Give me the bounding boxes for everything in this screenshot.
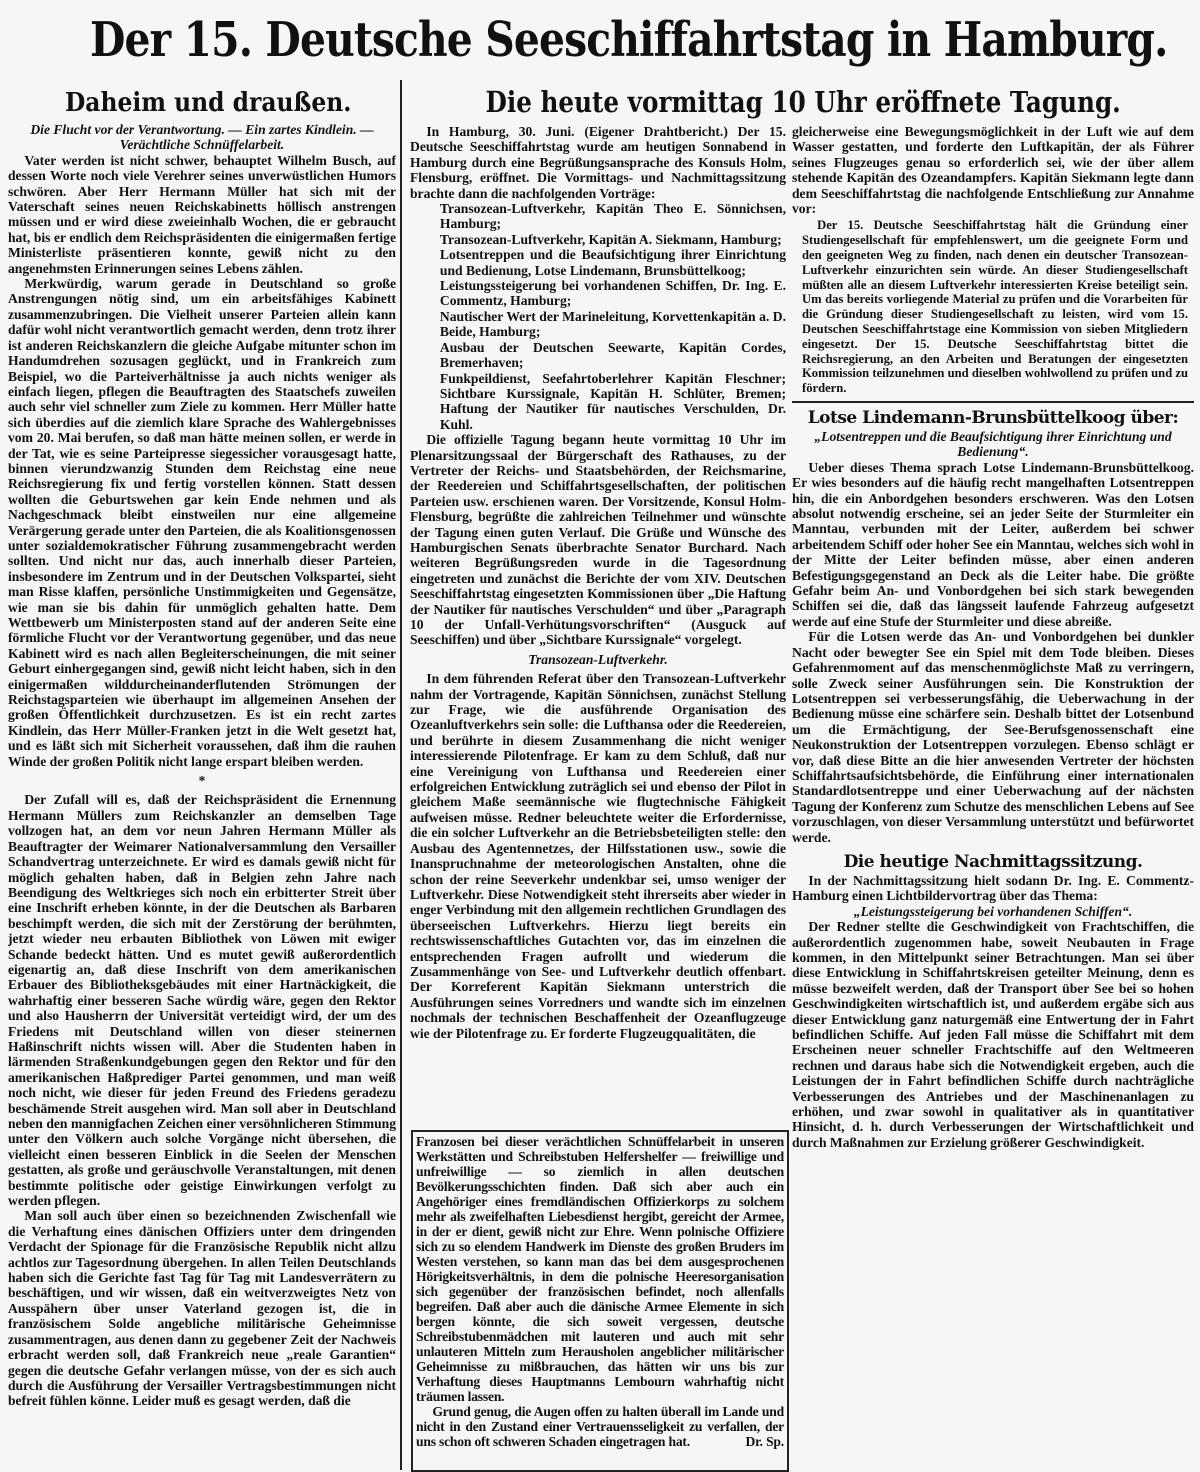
paragraph: Für die Lotsen werde das An- und Vonbordgehen bei dunkler Nacht oder bewegter See ein Spiel mit dem Tode bleiben. Dieses Gefahrenmoment auf das menschenmöglichste Maß zu verringern, solle Zweck seiner Ausführungen sein. Die Konstruktion der Lotsentreppen sei verbesserungsfähig, die Ueberwachung in der Bedienung müsse eine schärfere sein. Deshalb bittet der Lotsenbund um die Ermächtigung, der See-Berufsgenossenschaft eine Neukonstruktion der Lotsentreppen vorzulegen. Ebenso schlägt er vor, daß diese Bitte an die hier anwesenden Vertreter der höchsten Schiffahrtsaufsichtsbehörde, die Einführung einer internationalen Standardlotsentreppe und einer Ueberwachung auf der nächsten Tagung der Konferenz zum Schutze des menschlichen Lebens auf See vorzuschlagen, von dieser Versammlung unterstützt und befürwortet werde. <box>792 629 1194 845</box>
paragraph: Die offizielle Tagung begann heute vormittag 10 Uhr im Plenarsitzungssaal der Bürgerschaft des Rathauses, zu der Vertreter der Reichs- und Staatsbehörden, der Reichsmarine, der Reedereien und Schiffahrtsgesellschaften, der politischen Parteien usw. erschienen waren. Der Vorsitzende, Konsul Holm-Flensburg, begrüßte die zahlreichen Teilnehmer und wünschte der Tagung einen guten Verlauf. Die Grüße und Wünsche des Hamburgischen Senats überbrachte Senator Burchard. Nach weiteren Begrüßungsreden wurde in die Tagesordnung eingetreten und zunächst die Berichte der vom XIV. Deutschen Seeschiffahrtstag eingesetzten Kommissionen über „Die Haftung der Nautiker für nautisches Verschulden“ und über „Paragraph 10 der Unfall-Verhütungsvorschriften“ (Ausguck auf Seeschiffen) und über „Sichtbare Kurssignale“ vorgelegt. <box>410 432 786 648</box>
section-divider <box>792 401 1194 403</box>
paragraph: gleicherweise eine Bewegungsmöglichkeit in der Luft wie auf dem Wasser gestatten, und forderte den Luftkapitän, der als Führer seines Flugzeuges genau so erforderlich sei, wie der über allem stehende Kapitän des Ozeandampfers. Kapitän Siekmann legte dann dem Seeschiffahrtstag die nachfolgende Entschließung zur Annahme vor: <box>792 124 1194 217</box>
continued-article-box <box>411 1130 789 1472</box>
resolution-text <box>802 218 1188 396</box>
section-subhead: „Leistungssteigerung bei vorhandenen Schiffen“. <box>853 903 1133 919</box>
paragraph: Der Redner stellte die Geschwindigkeit von Frachtschiffen, die außerordentlich zugenommen habe, soweit Neubauten in Frage kommen, in den Mittelpunkt seiner Betrachtungen. Man sei über diese Entwicklung in Schiffahrtskreisen geteilter Meinung, denn es müsse bezweifelt werden, daß der Transport über See bei so hohen Geschwindigkeiten wirtschaftlich ist, und außerdem ergäbe sich aus dieser Entwicklung ganz naturgemäß eine Entwertung der in Fahrt befindlichen Schiffe. Auf jeden Fall müsse die Schiffahrt mit dem Erscheinen neuer schneller Frachtschiffe auf den Weltmeeren rechnen und daraus habe sich die Notwendigkeit ergeben, auch die Leistungen der in Fahrt befindlichen Schiffe durch nachträgliche Verbesserungen des Antriebes und der Maschinenanlagen zu erhöhen, und zwar sowohl in qualitativer als in quantitativer Hinsicht, d. h. durch Verbesserungen der Wirtschaftlichkeit und durch Maßnahmen zur Erzielung größerer Geschwindigkeit. <box>792 919 1194 1150</box>
section-subhead: Transozean-Luftverkehr. <box>528 651 668 667</box>
section-subhead: „Lotsentreppen und die Beaufsichtigung ihrer Einrichtung und Bedienung“. <box>814 429 1172 460</box>
list-item: Funkpeildienst, Seefahrtoberlehrer Kapitän Fleschner; Sichtbare Kurssignale, Kapitän H. Schlüter, Bremen; Haftung der Nautiker für nautisches Verschulden, Dr. Kuhl. <box>439 370 786 432</box>
list-item: Transozean-Luftverkehr, Kapitän A. Siekmann, Hamburg; <box>439 231 782 247</box>
section-heading: Lotse Lindemann-Brunsbüttelkoog über: <box>807 408 1179 428</box>
list-item: Lotsentreppen und die Beaufsichtigung ihrer Einrichtung und Bedienung, Lotse Lindemann, Brunsbüttelkoog; <box>439 247 786 278</box>
paragraph: Ueber dieses Thema sprach Lotse Lindemann-Brunsbüttelkoog. Er wies besonders auf die häufig recht mangelhaften Lotsentreppen hin, die ein Anbordgehen besonders erschweren. Was den Lotsen absolut notwendig erscheine, sei an jeder Seite der Sturmleiter ein Manntau, verbunden mit der Leiter, außerdem bei schwer arbeitendem Schiff oder hoher See ein Manntau, welches sich wohl in der Mitte der Leiter befinden müsse, aber einen anderen Befestigungsgegenstand an Deck als die Leiter habe. Die größte Gefahr beim An- und Vonbordgehen bei sich stark bewegenden Schiffen sei die, daß das längsseit laufende Fahrzeug aufgesetzt werde auf eine Stufe der Sturmleiter und diese abreiße. <box>792 459 1194 629</box>
page-title: Der 15. Deutsche Seeschiffahrtstag in Hamburg. <box>90 12 1168 68</box>
left-column <box>8 122 396 1468</box>
column-divider <box>400 80 402 1470</box>
paragraph: Der Zufall will es, daß der Reichspräsident die Ernennung Hermann Müllers zum Reichskanzler an demselben Tage vollzogen hat, an dem vor neun Jahren Hermann Müller als Beauftragter der Weimarer Nationalversammlung den Versailler Schandvertrag unterzeichnete. Er wird es damals gewiß nicht für möglich gehalten haben, daß in Belgien zehn Jahre nach Beendigung des Weltkrieges sich noch ein erbitterter Streit über eine Inschrift erheben könnte, in der die Deutschen als Barbaren beschimpft werden, die sich mit der Zerstörung der berühmten, jetzt wieder neu erbauten Bibliothek von Löwen mit ewiger Schande bedeckt hätten. Und es mutet gewiß außerordentlich eigenartig an, daß diese Inschrift von dem amerikanischen Erbauer des Bibliotheksgebäudes mit einer Hartnäckigkeit, die wahrhaftig einer besseren Sache würdig wäre, gegen den Rektor und also Hausherrn der Universität verteidigt wird, der um des Friedens mit Deutschland willen von dieser steinernen Haßinschrift nichts wissen will. Aber die Studenten haben in lärmenden Straßenkundgebungen gegen den Rektor und für den amerikanischen Haßprediger Partei genommen, und man weiß noch nicht, wie dieser für jeden Freund des Friedens geradezu beschämende Streit ausgehen wird. Man soll aber in Deutschland neben den mannigfachen Zeichen einer versöhnlicheren Stimmung unter den Völkern auch solche Vorgänge nicht übersehen, die vielleicht einen besseren Einblick in die Seelen der Menschen gestatten, als große und geräuschvolle Veranstaltungen, mit denen bestimmte politische oder geistige Einwirkungen verfolgt zu werden pflegen. <box>8 792 396 1209</box>
lecture-list <box>410 201 786 432</box>
list-item: Leistungssteigerung bei vorhandenen Schiffen, Dr. Ing. E. Commentz, Hamburg; <box>439 278 786 309</box>
paragraph: Franzosen bei dieser verächtlichen Schnüffelarbeit in unseren Werkstätten und Schreibstuben Helfershelfer — freiwillige und unfreiwillige — so ziemlich in allen deutschen Bevölkerungsschichten finden. Daß sich aber auch ein Angehöriger eines fremdländischen Offizierkorps zu solchem mehr als zweifelhaften Liebesdienst hergibt, gereicht der Armee, in der er dient, gewiß nicht zur Ehre. Wenn polnische Offiziere sich zu so elendem Handwerk im Dienste des großen Bruders im Westen verstehen, so kann man das bei dem ausgesprochenen Hörigkeitsverhältnis, in dem die polnische Heeresorganisation sich gegenüber der französischen befindet, noch allenfalls begreifen. Daß aber auch die dänische Armee Elemente in sich bergen könnte, die sich soweit vergessen, deutsche Schreibstubenmädchen mit lauteren und auch mit sehr unlauteren Mitteln zum Herausholen angeblicher militärischer Geheimnisse zu mißbrauchen, das hätten wir uns bis zur Verhaftung dieses Hauptmanns Lembourn wahrhaftig nicht träumen lassen. <box>416 1134 784 1404</box>
paragraph <box>416 1404 784 1449</box>
right-headline: Die heute vormittag 10 Uhr eröffnete Tagung. <box>485 85 1121 119</box>
paragraph: In dem führenden Referat über den Transozean-Luftverkehr nahm der Vortragende, Kapitän Sönnichsen, zunächst Stellung zur Frage, wie die ausführende Organisation des Ozeanluftverkehrs sein solle: die Lufthansa oder die Reedereien, und berührte in diesem Zusammenhang die nicht weniger interessierende Pilotenfrage. Er kam zu dem Schluß, daß nur eine Vereinigung von Lufthansa und Reedereien einer erfolgreichen Entwicklung zuträglich sei und ebenso der Pilot in gleichem Maße seemännische wie flugtechnische Fähigkeit aufweisen müsse. Redner beleuchtete weiter die Erfordernisse, die ein solcher Luftverkehr an die Betriebsbeteiligten stelle: den Ausbau des Agentennetzes, der Hilfsstationen usw., sowie die Inanspruchnahme der meteorologischen Anstalten, ohne die schon der reine Seeverkehr undenkbar sei, umso weniger der Luftverkehr. Diese Notwendigkeit steht ihrerseits aber wieder in enger Verbindung mit den allgemein rechtlichen Grundlagen des überseeischen Luftverkehrs. Hierzu liegt bereits ein rechtswissenschaftliches Gutachten vor, das im einzelnen die entsprechenden Fragen aufrollt und wiederum die Zusammenhänge von See- und Luftverkehr deutlich offenbart. Der Korreferent Kapitän Siekmann unterstrich die Ausführungen seines Vorredners und wandte sich im einzelnen nochmals der technischen Beschaffenheit der Ozeanflugzeuge wie der Pilotenfrage zu. Er forderte Flugzeugqualitäten, die <box>410 671 786 1041</box>
middle-column <box>410 124 786 1124</box>
paragraph: Der 15. Deutsche Seeschiffahrtstag hält die Gründung einer Studiengesellschaft für empfehlenswert, um die geeignete Form und den geeigneten Weg zu finden, nach denen ein deutscher Transozean-Luftverkehr einzurichten sein würde. An dieser Studiengesellschaft müßten alle an diesem Luftverkehr interessierten Kreise beteiligt sein. Um das bereits vorliegende Material zu prüfen und die Vorarbeiten für die Gründung dieser Studiengesellschaft zu leisten, wird vom 15. Deutschen Seeschiffahrtstage eine Kommission von sieben Mitgliedern eingesetzt. Der 15. Deutsche Seeschiffahrtstag bittet die Reichsregierung, an den Arbeiten und Beratungen der eingesetzten Kommission teilzunehmen und dieselben wohlwollend zu prüfen und zu fördern. <box>802 218 1188 396</box>
list-item: Transozean-Luftverkehr, Kapitän Theo E. Sönnichsen, Hamburg; <box>439 201 786 232</box>
paragraph: In der Nachmittagssitzung hielt sodann Dr. Ing. E. Commentz-Hamburg einen Lichtbildervortrag über das Thema: <box>792 872 1194 904</box>
left-subhead: Die Flucht vor der Verantwortung. — Ein zartes Kindlein. — Verächtliche Schnüffelarbeit. <box>30 122 374 153</box>
right-column <box>792 124 1194 1470</box>
intro-paragraph: In Hamburg, 30. Juni. (Eigener Drahtbericht.) Der 15. Deutsche Seeschiffahrtstag wurde am heutigen Sonnabend in Hamburg durch eine Begrüßungsansprache des Konsuls Holm, Flensburg, eröffnet. Die Vormittags- und Nachmittagssitzung brachte dann die nachfolgenden Vorträge: <box>410 124 786 201</box>
author-signature: Dr. Sp. <box>745 1434 784 1449</box>
left-headline: Daheim und draußen. <box>65 88 352 118</box>
section-heading: Die heutige Nachmittagssitzung. <box>843 851 1143 872</box>
paragraph-text: Grund genug, die Augen offen zu halten überall im Lande und nicht in den Zustand einer Vertrauensseligkeit zu verfallen, der uns schon oft schweren Schaden eingetragen hat. <box>416 1404 784 1449</box>
paragraph: Man soll auch über einen so bezeichnenden Zwischenfall wie die Verhaftung eines dänischen Offiziers unter dem dringenden Verdacht der Spionage für die Französische Republik nicht allzu achtlos zur Tagesordnung übergehen. In allen Teilen Deutschlands haben sich die Gerichte fast Tag für Tag mit Landesverrätern zu beschäftigen, und wir wissen, daß ein weitverzweigtes Netz von Ausspähern über unser Vaterland gezogen ist, die in französischem Solde angebliche militärische Geheimnisse zusammentragen, aus denen dann zu gegebener Zeit der Nachweis erbracht werden soll, daß Frankreich neue „reale Garantien“ gegen die deutsche Gefahr verlangen müsse, von der es sich auch durch die Ausführung der Versailler Vertragsbestimmungen nicht befreit fühlen könne. Leider muß es gesagt werden, daß die <box>8 1208 396 1409</box>
separator-asterisk: * <box>198 773 206 789</box>
paragraph: Merkwürdig, warum gerade in Deutschland so große Anstrengungen nötig sind, um ein arbeitsfähiges Kabinett zusammenzubringen. Die Vielheit unserer Parteien allein kann dafür wohl nicht verantwortlich gemacht werden, denn trotz ihrer ist anderen Reichskanzlern die gleiche Aufgabe mitunter schon im Handumdrehen sozusagen geglückt, und in Frankreich zum Beispiel, wo die Parteiverhältnisse ja auch nichts weniger als einfach liegen, pflegen die Beauftragten des Staatschefs zuweilen auch sehr viel schneller zum Ziele zu kommen. Herr Müller hatte sich überdies auf die ziemlich klare Sprache des Wahlergebnisses vom 20. Mai berufen, so daß man hätte meinen sollen, er werde in der Tat, wie es seine Parteipresse siegessicher vorausgesagt hatte, binnen vierundzwanzig Stunden dem Reichstag eine neue Reichsregierung fix und fertig vorstellen können. Statt dessen wollten die Geburtswehen gar kein Ende nehmen und als Nachgeschmack bleibt einstweilen nur eine allgemeine Verärgerung gerade unter den Parteien, die als Koalitionsgenossen unter sozialdemokratischer Führung zusammengebracht werden sollten. Und nicht nur das, auch innerhalb dieser Parteien, insbesondere im Zentrum und in der Deutschen Volkspartei, sieht man Risse klaffen, persönliche Unstimmigkeiten und Gegensätze, wie man sie bis dahin für unmöglich gehalten hatte. Dem Wettbewerb um Ministerposten stand auf der anderen Seite eine förmliche Flucht vor der Verantwortung gegenüber, und das neue Kabinett wird es nach allen Begleiterscheinungen, die mit seiner Geburt einhergegangen sind, gewiß nicht leicht haben, sich in den einigermaßen wilddurcheinanderflutenden Strömungen der Reichstagsparteien wie überhaupt im allgemeinen Ansehen der großen Öffentlichkeit durchzusetzen. Es ist ein recht zartes Kindlein, das Herr Müller-Franken jetzt in die Welt gesetzt hat, und es läßt sich mit Sicherheit voraussehen, daß ihm die rauhen Winde der großen Politik nicht lange erspart bleiben werden. <box>8 276 396 769</box>
paragraph: Vater werden ist nicht schwer, behauptet Wilhelm Busch, auf dessen Worte noch viele Verehrer seines unverwüstlichen Humors schwören. Aber Herr Hermann Müller hat sich mit der Vaterschaft seines neuen Reichskabinetts höllisch anstrengen müssen und er wird diese zweieinhalb Wochen, die er gebraucht hat, bis er endlich dem Reichspräsidenten die einigermaßen fertige Ministerliste präsentieren konnte, gewiß nicht zu den angenehmsten Erinnerungen seines Lebens zählen. <box>8 152 396 276</box>
list-item: Ausbau der Deutschen Seewarte, Kapitän Cordes, Bremerhaven; <box>439 339 786 371</box>
list-item: Nautischer Wert der Marineleitung, Korvettenkapitän a. D. Beide, Hamburg; <box>439 308 786 340</box>
